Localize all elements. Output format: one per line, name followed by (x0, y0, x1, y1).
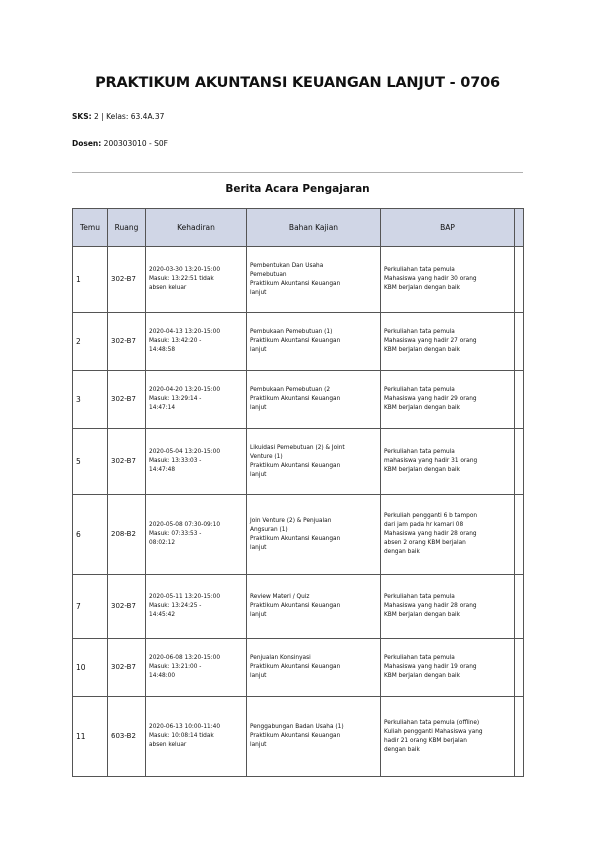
kehadiran-line: Masuk: 07:33:53 - (149, 531, 202, 537)
kehadiran-line: 14:48:58 (149, 347, 176, 353)
bahan-kajian-line: Praktikum Akuntansi Keuangan (250, 535, 341, 542)
kehadiran-line: Masuk: 13:22:51 tidak (149, 276, 214, 282)
table-header-row (73, 209, 524, 247)
bahan-kajian-line: Venture (1) (250, 453, 283, 460)
kehadiran-line: 14:47:14 (149, 405, 176, 411)
cell-bap (381, 575, 515, 639)
table-row (73, 639, 524, 697)
bahan-kajian-line: Praktikum Akuntansi Keuangan (250, 396, 341, 402)
cell-spacer (515, 371, 524, 429)
bap-line: hadir 21 orang KBM berjalan (384, 737, 467, 744)
kehadiran-line: 2020-05-08 07:30-09:10 (149, 522, 221, 528)
cell-bahan-kajian (247, 371, 381, 429)
cell-bap (381, 639, 515, 697)
cell-temu: 5 (73, 429, 108, 495)
cell-spacer (515, 575, 524, 639)
bap-line: Perkuliahan tata pemula (384, 594, 455, 600)
cell-bahan-kajian (247, 247, 381, 313)
sks-kelas-line (72, 112, 164, 121)
bahan-kajian-line: Praktikum Akuntansi Keuangan (250, 733, 341, 739)
bahan-kajian-line: Praktikum Akuntansi Keuangan (250, 462, 341, 469)
bap-line: Kuliah pengganti Mahasiswa yang (384, 728, 483, 735)
kehadiran-line: 14:48:00 (149, 673, 176, 679)
bap-line: KBM berjalan dengan baik (384, 467, 460, 473)
bap-line: mahasiswa yang hadir 31 orang (384, 458, 478, 464)
bahan-kajian-line: Likuidasi Pemebutuan (2) & Joint (250, 444, 345, 451)
bahan-kajian-line: Join Venture (2) & Penjualan (250, 517, 332, 524)
kehadiran-line: Masuk: 13:29:14 - (149, 396, 202, 402)
page-title: PRAKTIKUM AKUNTANSI KEUANGAN LANJUT - 0706 (95, 75, 500, 91)
bap-table (72, 208, 524, 777)
cell-ruang: 302-B7 (108, 575, 146, 639)
cell-ruang: 208-B2 (108, 495, 146, 575)
cell-kehadiran (146, 429, 247, 495)
bap-line: dari jam pada hr kamari 08 (384, 522, 464, 528)
cell-spacer (515, 495, 524, 575)
bahan-kajian-line: lanjut (250, 289, 267, 296)
header-kehadiran: Kehadiran (146, 209, 247, 247)
table-row (73, 313, 524, 371)
cell-temu: 1 (73, 247, 108, 313)
cell-spacer (515, 639, 524, 697)
bap-line: KBM berjalan dengan baik (384, 612, 460, 618)
table-row (73, 697, 524, 777)
cell-ruang: 302-B7 (108, 247, 146, 313)
cell-spacer (515, 697, 524, 777)
table-row (73, 371, 524, 429)
cell-bap (381, 495, 515, 575)
header-bap: BAP (381, 209, 515, 247)
bap-line: Mahasiswa yang hadir 29 orang (384, 396, 477, 402)
bap-line: KBM berjalan dengan baik (384, 673, 460, 679)
bahan-kajian-line: Praktikum Akuntansi Keuangan (250, 280, 341, 287)
section-title: Berita Acara Pengajaran (225, 183, 370, 195)
bahan-kajian-line: Pembentukan Dan Usaha (250, 262, 324, 269)
dosen-value: 200303010 - S0F (103, 139, 168, 148)
table-row (73, 495, 524, 575)
cell-bap (381, 247, 515, 313)
bap-line: dengan baik (384, 549, 420, 555)
kehadiran-line: 2020-05-11 13:20-15:00 (149, 594, 221, 600)
divider (72, 172, 523, 173)
bahan-kajian-line: lanjut (250, 471, 267, 478)
kehadiran-line: 2020-06-08 13:20-15:00 (149, 655, 221, 661)
kehadiran-line: absen keluar (149, 742, 187, 748)
cell-ruang: 302-B7 (108, 313, 146, 371)
bap-line: Mahasiswa yang hadir 27 orang (384, 338, 477, 344)
cell-spacer (515, 247, 524, 313)
bahan-kajian-line: lanjut (250, 405, 267, 411)
sks-kelas-value: 2 | Kelas: 63.4A.37 (94, 112, 165, 121)
cell-bahan-kajian (247, 429, 381, 495)
cell-kehadiran (146, 697, 247, 777)
cell-kehadiran (146, 495, 247, 575)
bap-line: Perkuliahan tata pemula (384, 655, 455, 661)
bahan-kajian-line: Review Materi / Quiz (250, 594, 310, 600)
bahan-kajian-line: Pembukaan Pemebutuan (2 (250, 387, 331, 393)
bap-line: Mahasiswa yang hadir 30 orang (384, 276, 477, 282)
cell-bap (381, 697, 515, 777)
cell-bahan-kajian (247, 495, 381, 575)
kehadiran-line: absen keluar (149, 285, 187, 291)
table-row (73, 429, 524, 495)
cell-bap (381, 313, 515, 371)
bap-line: KBM berjalan dengan baik (384, 405, 460, 411)
cell-bap (381, 371, 515, 429)
cell-temu: 11 (73, 697, 108, 777)
cell-kehadiran (146, 575, 247, 639)
header-spacer (515, 209, 524, 247)
cell-temu: 3 (73, 371, 108, 429)
bahan-kajian-line: lanjut (250, 347, 267, 353)
bap-line: Mahasiswa yang hadir 28 orang (384, 603, 477, 609)
header-ruang: Ruang (108, 209, 146, 247)
bap-line: Perkuliahan tata pemula (384, 449, 455, 455)
dosen-label: Dosen: (72, 139, 102, 148)
kehadiran-line: 2020-06-13 10:00-11:40 (149, 724, 221, 730)
kehadiran-line: Masuk: 13:33:03 - (149, 458, 202, 464)
bahan-kajian-line: Pembukaan Pemebutuan (1) (250, 329, 333, 335)
cell-temu: 10 (73, 639, 108, 697)
cell-bahan-kajian (247, 313, 381, 371)
kehadiran-line: 08:02:12 (149, 540, 176, 546)
cell-bahan-kajian (247, 575, 381, 639)
kehadiran-line: Masuk: 13:24:25 - (149, 603, 202, 609)
kehadiran-line: Masuk: 10:08:14 tidak (149, 733, 214, 739)
bahan-kajian-line: Angsuran (1) (250, 526, 288, 533)
bap-line: absen 2 orang KBM berjalan (384, 540, 466, 546)
bap-line: KBM berjalan dengan baik (384, 347, 460, 353)
bap-line: Perkuliahan tata pemula (384, 387, 455, 393)
bahan-kajian-line: Praktikum Akuntansi Keuangan (250, 338, 341, 344)
kehadiran-line: 2020-04-13 13:20-15:00 (149, 329, 221, 335)
cell-temu: 7 (73, 575, 108, 639)
cell-bahan-kajian (247, 639, 381, 697)
cell-bahan-kajian (247, 697, 381, 777)
cell-kehadiran (146, 371, 247, 429)
bap-line: KBM berjalan dengan baik (384, 285, 460, 291)
bahan-kajian-line: lanjut (250, 544, 267, 551)
dosen-line (72, 139, 168, 148)
header-bahan-kajian: Bahan Kajian (247, 209, 381, 247)
cell-temu: 2 (73, 313, 108, 371)
bahan-kajian-line: lanjut (250, 673, 267, 679)
cell-spacer (515, 313, 524, 371)
kehadiran-line: 2020-04-20 13:20-15:00 (149, 387, 221, 393)
cell-kehadiran (146, 313, 247, 371)
kehadiran-line: 14:47:48 (149, 467, 176, 473)
kehadiran-line: 2020-05-04 13:20-15:00 (149, 449, 221, 455)
kehadiran-line: 2020-03-30 13:20-15:00 (149, 267, 221, 273)
cell-ruang: 302-B7 (108, 639, 146, 697)
kehadiran-line: 14:45:42 (149, 612, 176, 618)
kehadiran-line: Masuk: 13:21:00 - (149, 664, 202, 670)
bahan-kajian-line: lanjut (250, 742, 267, 748)
table-row (73, 575, 524, 639)
bahan-kajian-line: Praktikum Akuntansi Keuangan (250, 603, 341, 609)
cell-spacer (515, 429, 524, 495)
header-temu: Temu (73, 209, 108, 247)
bahan-kajian-line: Penjualan Konsinyasi (250, 655, 311, 661)
cell-ruang: 603-B2 (108, 697, 146, 777)
cell-kehadiran (146, 639, 247, 697)
kehadiran-line: Masuk: 13:42:20 - (149, 338, 202, 344)
bap-line: Mahasiswa yang hadir 28 orang (384, 531, 477, 537)
cell-ruang: 302-B7 (108, 429, 146, 495)
bap-line: dengan baik (384, 746, 420, 753)
cell-kehadiran (146, 247, 247, 313)
cell-bap (381, 429, 515, 495)
bap-line: Perkuliah pengganti 6 b tampon (384, 513, 478, 519)
cell-ruang: 302-B7 (108, 371, 146, 429)
sks-label: SKS: (72, 112, 92, 121)
bap-line: Perkuliahan tata pemula (384, 267, 455, 273)
bap-line: Mahasiswa yang hadir 19 orang (384, 664, 477, 670)
bap-line: Perkuliahan tata pemula (384, 329, 455, 335)
bahan-kajian-line: Praktikum Akuntansi Keuangan (250, 664, 341, 670)
table-row (73, 247, 524, 313)
bahan-kajian-line: lanjut (250, 612, 267, 618)
cell-temu: 6 (73, 495, 108, 575)
bahan-kajian-line: Pemebutuan (250, 271, 287, 278)
bahan-kajian-line: Penggabungan Badan Usaha (1) (250, 724, 344, 730)
bap-line: Perkuliahan tata pemula (offline) (384, 719, 480, 726)
